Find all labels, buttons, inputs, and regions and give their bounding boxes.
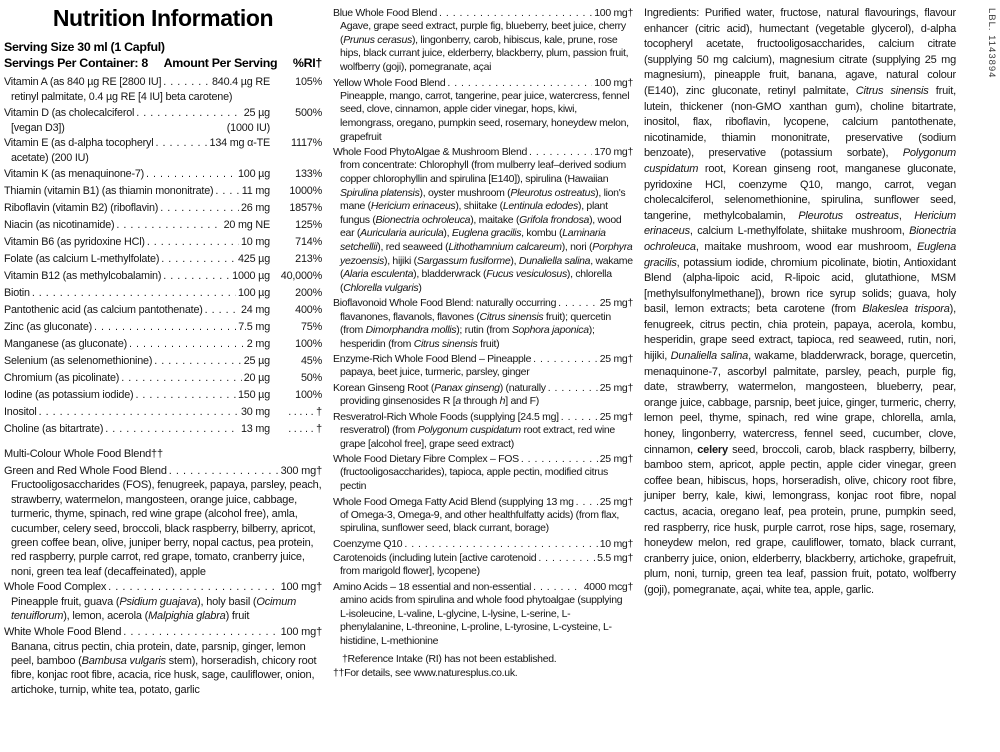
blend-ingredients: from marigold flower], lycopene) (340, 565, 480, 578)
nutrient-row (4, 135, 322, 166)
blend-row (333, 495, 633, 536)
blend-ingredients: amino acids from spirulina and whole food phytoalgae (supplying L-isoleucine, L-valine, L-glycine, L-lysine, L-serine, L-phenylalanine, L-threonine, L-proline, L-tyrosine, L-cysteine, L-histidine, L-methionine (340, 594, 623, 648)
nutrient-row (4, 183, 322, 200)
blend-amount: 25 mg† (599, 353, 633, 366)
dot-leader (533, 352, 598, 366)
nutrient-name: Vitamin B12 (as methylcobalamin) (4, 269, 162, 282)
nutrient-amount: 25 µg (243, 106, 270, 119)
blend-title: Whole Food Omega Fatty Acid Blend (supplying 13 mg (333, 495, 574, 508)
nutrient-row (4, 404, 322, 421)
nutrient-ri: 400% (295, 303, 322, 316)
nutrient-name: Chromium (as picolinate) (4, 371, 120, 384)
right-column (644, 4, 956, 698)
lbl-code-vertical: LBL. 1143894 (986, 8, 997, 79)
nutrient-name: Vitamin E (as d-alpha tocopheryl (4, 137, 154, 149)
nutrient-name-continued: acetate) (200 IU) (11, 152, 89, 164)
dot-leader (147, 234, 239, 251)
blend-title: Amino Acids – 18 essential and non-essential (333, 581, 532, 594)
nutrient-amount: 11 mg (241, 184, 270, 197)
blend-row (333, 410, 633, 451)
nutrient-ri: 213% (295, 252, 322, 265)
nutrient-ri: 1117% (290, 137, 322, 149)
blend-row (333, 352, 633, 380)
blend-row (333, 452, 633, 493)
nutrient-row (4, 268, 322, 285)
nutrient-ri: 45% (300, 354, 322, 367)
blend-ingredients: Agave, grape seed extract, purple fig, blueberry, beet juice, cherry (Prunus cerasus), lingonberry, carob, hibiscus, kale, prune, rose hips, black currant juice, elderberry, blackberry, plum, passion fruit, wolfberry (goji), pomegranate, açai (340, 20, 629, 73)
blend-row (4, 580, 322, 624)
blend-amount: 25 mg† (599, 297, 633, 310)
dot-leader (205, 302, 239, 319)
left-blend-list (4, 464, 322, 698)
middle-column (333, 4, 633, 698)
nutrient-ri: 40,000% (280, 269, 322, 282)
nutrient-name: Choline (as bitartrate) (4, 422, 104, 435)
amount-per-serving-header: Amount Per Serving (163, 56, 278, 70)
nutrient-amount: 13 mg (240, 422, 270, 435)
dot-leader (32, 285, 236, 302)
nutrient-ri: . . . . . † (288, 422, 322, 435)
nutrient-row (4, 251, 322, 268)
dot-leader (155, 135, 207, 152)
nutrient-name: Vitamin B6 (as pyridoxine HCl) (4, 235, 145, 248)
dot-leader (558, 296, 598, 310)
blend-title: Blue Whole Food Blend (333, 7, 438, 19)
blend-ingredients: flavanones, flavanols, flavones (Citrus sinensis fruit); quercetin (from Dimorphandra mollis); rutin (from Sophora japonica); hesperidin (from Citrus sinensis fruit) (340, 310, 611, 350)
blend-amount: 10 mg† (599, 538, 633, 551)
page-title: Nutrition Information (52, 5, 274, 31)
nutrient-row (4, 166, 322, 183)
nutrient-ri: 500% (295, 106, 322, 119)
blend-row (333, 580, 633, 649)
nutrient-name: Selenium (as selenomethionine) (4, 354, 153, 367)
nutrient-row (4, 353, 322, 370)
dot-leader (538, 551, 595, 565)
blend-amount: 4000 mcg† (583, 581, 633, 594)
middle-blend-list (333, 6, 633, 649)
dot-leader (529, 145, 592, 159)
nutrient-amount: 150 µg (237, 388, 270, 401)
nutrient-ri: 133% (295, 167, 322, 180)
blend-title: Whole Food PhytoAlgae & Mushroom Blend (333, 146, 528, 159)
dot-leader (129, 336, 245, 353)
nutrient-amount: 25 µg (243, 354, 270, 367)
blend-amount: 300 mg† (280, 464, 322, 477)
blend-row (4, 625, 322, 697)
blend-title: Whole Food Complex (4, 581, 107, 594)
blend-row (333, 76, 633, 145)
dot-leader (447, 76, 592, 90)
blend-ingredients: providing ginsenosides R [a through h] and F) (340, 395, 539, 408)
dot-leader (135, 387, 236, 404)
nutrient-row (4, 387, 322, 404)
multi-colour-blend-section (4, 447, 322, 698)
blend-row (333, 296, 633, 351)
blend-ingredients: papaya, beet juice, turmeric, parsley, ginger (340, 366, 530, 379)
blend-title: Korean Ginseng Root (Panax ginseng) (naturally (333, 382, 546, 395)
dot-leader (108, 580, 278, 595)
nutrient-name: Vitamin K (as menaquinone-7) (4, 167, 145, 180)
dot-leader (136, 105, 242, 122)
nutrient-amount: 30 mg (240, 405, 270, 418)
blend-amount: 25 mg† (599, 495, 633, 508)
blend-title: Green and Red Whole Food Blend (4, 464, 167, 477)
nutrient-ri: 50% (300, 371, 322, 384)
dot-leader (169, 464, 279, 479)
blend-title: White Whole Food Blend (4, 625, 122, 638)
nutrient-name: Niacin (as nicotinamide) (4, 218, 115, 231)
nutrient-amount: 100 µg (237, 286, 270, 299)
nutrient-ri: 714% (295, 235, 322, 248)
dot-leader (105, 421, 239, 438)
nutrient-name: Pantothenic acid (as calcium pantothenate) (4, 303, 203, 316)
blend-title: Enzyme-Rich Whole Food Blend – Pineapple (333, 353, 532, 366)
blend-ingredients: Pineapple fruit, guava (Psidium guajava), holy basil (Ocimum tenuiflorum), lemon, acerola (Malpighia glabra) fruit (11, 595, 297, 623)
nutrient-name-continued: retinyl palmitate, 0.4 µg RE [4 IU] beta carotene) (11, 91, 233, 103)
blend-amount: 100 mg† (594, 76, 633, 89)
serving-size: Serving Size 30 ml (1 Capful) (4, 40, 165, 54)
nutrient-amount: 20 µg (243, 371, 270, 384)
nutrient-amount: 24 mg (240, 303, 270, 316)
nutrient-amount: 840.4 µg RE (211, 76, 270, 88)
ri-header: %RI† (292, 56, 322, 70)
nutrient-amount-continued: (1000 IU) (226, 121, 270, 134)
dot-leader (39, 404, 239, 421)
dot-leader (116, 217, 221, 234)
blend-title: Bioflavonoid Whole Food Blend: naturally occurring (333, 297, 557, 310)
dot-leader (94, 319, 236, 336)
nutrient-ri: 100% (295, 388, 322, 401)
blend-amount: 100 mg† (280, 625, 322, 638)
nutrient-amount: 134 mg α-TE (209, 137, 270, 149)
ingredients-paragraph: Ingredients: Purified water, fructose, natural flavourings, flavour enhancer (citric acid), humectant (vegetable glycerol), d-alpha tocopheryl acetate, fructooligosaccharides, calcium citrate (supplying 50 mg calcium), magnesium citrate (supplying 25 mg magnesium), pineapple fruit, banana, agave, natural colour (E140), zinc gluconate, retinyl palmitate, Citrus sinensis fruit, lutein, thickener (non-GMO xanthan gum), choline bitartrate, inositol, flax, riboflavin, lycopene, calcium pantothenate, nicotinamide, thiamin mononitrate, preservative (sodium benzoate), preservative (potassium sorbate), Polygonum cuspidatum root, Korean ginseng root, manganese gluconate, pyridoxine HCl, coenzyme Q10, mango, carrot, vegan cholecalciferol, selenomethionine, spirulina, sunflower seed, tangerine, methylcobalamin, Pleurotus ostreatus, Hericium erinaceus, calcium L-methylfolate, shiitake mushroom, Bionectria ochroleuca, maitake mushroom, wood ear mushroom, Euglena gracilis, potassium iodide, chromium picolinate, biotin, Antioxidant Blend (alpha-lipoic acid, R-lipoic acid, glutathione, MSM [methylsulfonylmethane]), brown rice syrup solids; guava, holy basil, lemon extracts; beta carotene (from Blakeslea trispora), fenugreek, citrus pectin, chia protein, papaya, acerola, kombu, hesperidin, grape seed extract, tapioca, red seaweed, rutin, nori, hijiki, Dunaliella salina, wakame, bladderwrack, borage, quercetin, menaquinone-7, ascorbyl palmitate, parsley, peach, purple fig, date, strawberry, watermelon, mangosteen, blueberry, pear, orange juice, cabbage, parsnip, beet juice, ginger, turmeric, cherry, lemon peel, thyme, spinach, red wine grape, chlorella, amla, honey, lingonberry, watercress, fennel seed, cucumber, clove, cinnamon, celery seed, broccoli, carob, black raspberry, bilberry, bamboo stem, apricot, apple pectin, apple cider vinegar, green coffee bean, hibiscus, hops, horseradish, olive, chicory root fibre, juniper berry, kale, kiwi, lemongrass, konjac root fibre, nopal cactus, acacia, oregano leaf, pea protein, prune, pumpkin seed, red raspberry, rice husk, purple carrot, rose hips, sage, rosemary, honeydew melon, red grape, cauliflower, tomato, black currant, cranberry juice, onion, elderberry, blackberry, artichoke, grapefruit, plum, noni, turnip, green tea leaf, passion fruit, potato, wolfberry (goji), pomegranate, açai, white tea, apple, garlic. (644, 7, 957, 596)
nutrient-ri: 200% (295, 286, 322, 299)
nutrient-name: Vitamin D (as cholecalciferol (4, 106, 135, 119)
table-header-row (4, 55, 322, 71)
dot-leader (163, 74, 210, 91)
dot-leader (160, 200, 239, 217)
nutrient-ri: 100% (295, 337, 322, 350)
nutrient-amount: 10 mg (240, 235, 270, 248)
nutrient-row (4, 336, 322, 353)
nutrient-name-continued: [vegan D3]) (11, 121, 65, 134)
nutrient-name: Iodine (as potassium iodide) (4, 388, 134, 401)
nutrient-ri: . . . . . † (288, 405, 322, 418)
blend-ingredients: resveratrol) (from Polygonum cuspidatum root extract, red wine grape [alcohol free], grape seed extract) (340, 424, 615, 450)
blend-title: Coenzyme Q10 (333, 538, 403, 551)
blend-ingredients: Fructooligosaccharides (FOS), fenugreek, papaya, parsley, peach, strawberry, watermelon, mangosteen, orange juice, cabbage, turmeric, thyme, spinach, red wine grape (alcohol free), amla, cucumber, celery seed, broccoli, black raspberry, bilberry, apricot, green coffee bean, olive, juniper berry, nopal cactus, pea protein, red raspberry, purple carrot, red grape, tomato, cranberry juice, noni, green tea leaf (decaffeinated), apple (11, 479, 322, 578)
blend-row (333, 537, 633, 551)
nutrient-row (4, 74, 322, 105)
nutrient-ri: 125% (295, 218, 322, 231)
nutrient-name: Zinc (as gluconate) (4, 320, 93, 333)
blend-title: Carotenoids (including lutein [active carotenoid (333, 552, 537, 565)
nutrient-amount: 1000 µg (232, 269, 270, 282)
dot-leader (521, 452, 598, 466)
nutrient-ri: 1857% (289, 201, 322, 214)
blend-amount: 170 mg† (594, 146, 633, 159)
nutrient-row (4, 302, 322, 319)
nutrient-name: Manganese (as gluconate) (4, 337, 128, 350)
nutrient-name: Inositol (4, 405, 37, 418)
nutrient-table (4, 74, 322, 438)
dot-leader (548, 381, 598, 395)
nutrient-amount: 26 mg (240, 201, 270, 214)
footnote-details: ††For details, see www.naturesplus.co.uk. (333, 667, 518, 680)
nutrient-row (4, 421, 322, 438)
dot-leader (561, 410, 598, 424)
nutrient-ri: 105% (295, 76, 322, 88)
blend-amount: 25 mg† (599, 410, 633, 423)
nutrient-amount: 7.5 mg (238, 320, 270, 333)
blend-ingredients: of Omega-3, Omega-9, and other healthfulfatty acids) (from flax, spirulina, sunflower seed, black currant, borage) (340, 508, 620, 535)
nutrient-ri: 75% (300, 320, 322, 333)
blend-title: Yellow Whole Food Blend (333, 76, 446, 89)
nutrient-amount: 425 µg (237, 252, 270, 265)
left-column (4, 4, 322, 698)
multi-colour-blend-header: Multi-Colour Whole Food Blend†† (4, 447, 163, 460)
blend-amount: 100 mg† (280, 581, 322, 594)
nutrient-row (4, 105, 322, 136)
dot-leader (576, 495, 598, 509)
dot-leader (161, 251, 236, 268)
nutrient-row (4, 370, 322, 387)
blend-ingredients: (fructooligosaccharides), tapioca, apple pectin, modified citrus pectin (340, 466, 608, 493)
dot-leader (439, 6, 592, 20)
dot-leader (123, 625, 278, 640)
servings-per-container: Servings Per Container: 8 (4, 56, 148, 70)
nutrient-row (4, 200, 322, 217)
blend-amount: 100 mg† (594, 7, 633, 19)
blend-row (333, 6, 633, 75)
nutrient-name: Vitamin A (as 840 µg RE [2800 IU] (4, 76, 162, 88)
blend-row (333, 145, 633, 295)
blend-ingredients: from concentrate: Chlorophyll (from mulberry leaf–derived sodium copper chlorophyllin and spirulina [E140]), spirulina (Hawaiian Spirulina platensis), oyster mushroom (Pleurotus ostreatus), lion's mane (Hericium erinaceus), shiitake (Lentinula edodes), plant fungus (Bionectria ochroleuca), maitake (Grifola frondosa), wood ear (Auricularia auricula), Euglena gracilis, kombu (Laminaria setchellii), red seaweed (Lithothamnium calcareum), nori (Porphyra yezoensis), hijiki (Sargassum fusiforme), Dunaliella salina, wakame (Alaria esculenta), bladderwrack (Fucus vesiculosus), chlorella (Chlorella vulgaris) (340, 159, 633, 294)
blend-row (4, 464, 322, 580)
nutrient-amount: 20 mg NE (223, 218, 270, 231)
blend-row (333, 551, 633, 579)
nutrient-ri: 1000% (289, 184, 322, 197)
nutrient-row (4, 217, 322, 234)
dot-leader (121, 370, 242, 387)
blend-amount: 5.5 mg† (597, 552, 633, 565)
dot-leader (146, 166, 236, 183)
dot-leader (154, 353, 242, 370)
dot-leader (533, 580, 582, 594)
blend-ingredients: Banana, citrus pectin, chia protein, date, parsnip, ginger, lemon peel, bamboo (Bambusa vulgaris stem), horseradish, chicory root fibre, konjac root fibre, acacia, rice husk, sage, cauliflower, onion, artichoke, turnip, white tea, potato, garlic (11, 640, 317, 696)
footnote-ri: †Reference Intake (RI) has not been established. (342, 652, 557, 665)
blend-title: Whole Food Dietary Fibre Complex – FOS (333, 453, 519, 466)
nutrient-amount: 100 µg (237, 167, 270, 180)
nutrient-amount: 2 mg (246, 337, 270, 350)
blend-amount: 25 mg† (599, 382, 633, 395)
nutrient-row (4, 319, 322, 336)
nutrient-name: Folate (as calcium L-methylfolate) (4, 252, 160, 265)
nutrient-row (4, 234, 322, 251)
nutrient-row (4, 285, 322, 302)
blend-ingredients: Pineapple, mango, carrot, tangerine, pear juice, watercress, fennel seed, clove, cinnamon, apple cider vinegar, hops, kiwi, lemongrass, oregano, pumpkin seed, rosemary, honeydew melon, grapefruit (340, 89, 630, 143)
dot-leader (215, 183, 239, 200)
blend-amount: 25 mg† (599, 453, 633, 466)
nutrient-name: Thiamin (vitamin B1) (as thiamin mononitrate) (4, 184, 214, 197)
dot-leader (404, 537, 597, 551)
footnotes (333, 652, 633, 681)
blend-title: Resveratrol-Rich Whole Foods (supplying [24.5 mg] (333, 410, 559, 423)
blend-row (333, 381, 633, 409)
nutrient-name: Biotin (4, 286, 30, 299)
nutrient-name: Riboflavin (vitamin B2) (riboflavin) (4, 201, 159, 214)
dot-leader (163, 268, 230, 285)
